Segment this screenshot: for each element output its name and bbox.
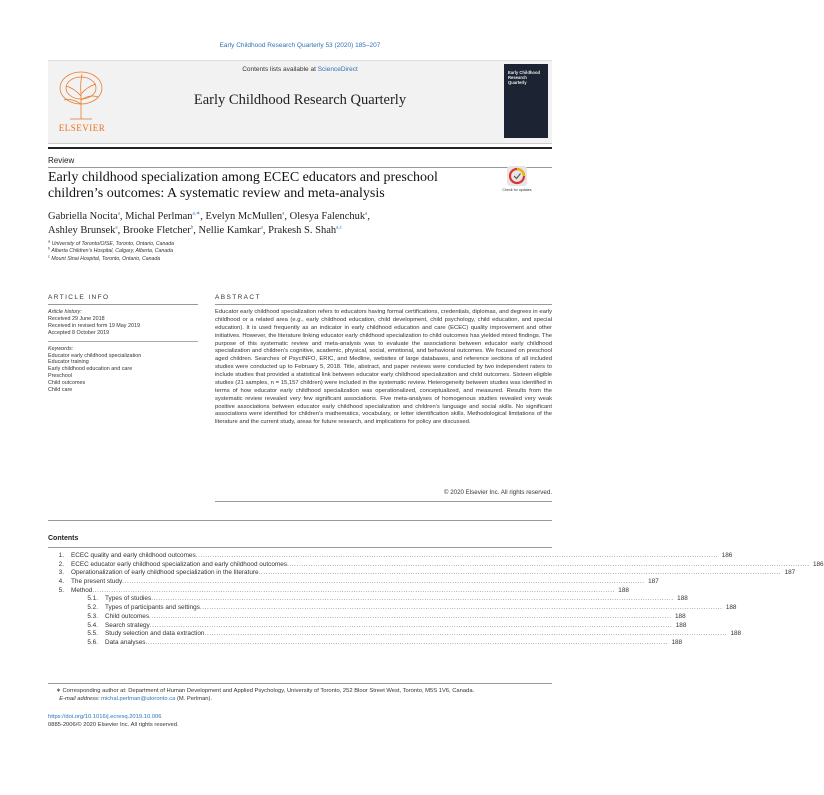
author-sup: a <box>365 211 368 217</box>
footnote-rule <box>48 683 552 684</box>
toc-leader: ............................................................................................................................................................................................................................ <box>122 578 645 586</box>
article-info <box>48 309 198 394</box>
email-label: E-mail address: <box>59 696 100 702</box>
contents-top-rule <box>48 520 552 521</box>
affiliation-text: Mount Sinai Hospital, Toronto, Ontario, Canada <box>51 255 161 262</box>
type-rule <box>48 167 552 168</box>
toc-page: 188 <box>725 604 737 612</box>
toc-label[interactable]: ECEC educator early childhood specialization and early childhood outcomes <box>71 560 287 568</box>
toc-entry[interactable] <box>48 569 796 578</box>
cover-title: Early Childhood Research Quarterly <box>508 70 541 85</box>
keyword: Preschool <box>48 373 72 380</box>
toc-number: 4. <box>58 578 64 586</box>
author[interactable]: Gabriella Nocita <box>48 211 118 222</box>
author[interactable]: Nellie Kamkar <box>198 225 261 236</box>
toc-page: 188 <box>675 612 686 620</box>
author-sup: a <box>260 225 263 231</box>
affiliation-sup: b <box>48 246 51 251</box>
abstract-rule <box>215 304 552 305</box>
toc-page: 187 <box>784 569 796 577</box>
toc-leader: ............................................................................................................................................................................................................................ <box>92 586 615 594</box>
abstract-bottom-rule <box>215 501 552 502</box>
author-sup: a <box>282 211 285 217</box>
toc-page: 188 <box>675 621 687 629</box>
corresponding-author-note: ∗ Corresponding author at: Department of Human Development and Applied Psychology, University of Toronto, 252 Bloor Street West, Toronto, M5S 1V6, Canada. <box>56 688 475 694</box>
keyword: Educator training <box>48 359 89 366</box>
toc-label[interactable]: Types of participants and settings <box>105 604 200 612</box>
toc-number: 5.2. <box>87 604 98 612</box>
table-of-contents <box>48 552 824 648</box>
affiliation <box>48 248 348 255</box>
keywords-label: Keywords: <box>48 345 74 352</box>
toc-leader: ............................................................................................................................................................................................................................ <box>199 604 723 612</box>
abstract-text: Educator early childhood specialization refers to educators having formal certifications, credentials, diplomas, and degrees in early childhood or a related area (e.g., early childhood education, child development, child psychology, child education, and special education). It is used frequently as an indicator in early childhood education and care (ECEC) quality improvement and other initiatives. However, the literature linking educator early childhood specialization to child outcomes has yielded mixed findings. The purpose of this systematic review and meta-analysis was to evaluate the associations between educator early childhood specialization and children’s cognitive, academic, physical, social, emotional, and behavioral outcomes. We focused on preschool aged children. Searches of PsycINFO, ERIC, and Medline, websites of large databases, and reference sections of all included studies were conducted up to February 5, 2018. Title, abstract, and paper reviews were conducted by two independent raters to include studies that provided a statistical link between educator early childhood specialization and child outcomes. Sixteen eligible studies (21 samples, n = 15,157 children) were included in the systematic review. Heterogeneity between studies was identified in terms of how educator early childhood specialization was operationalized, conceptualized, and measured. Results from the systematic review revealed very few significant associations. Five meta-analyses of homogenous studies revealed very weak positive associations between educator early childhood specialization and children’s language and social skills. No significant associations were identified for children’s mathematics, vocabulary, or letter identification skills. Methodological limitations of the literature and the current study, areas for future research, and implications for policy are discussed. <box>215 309 552 426</box>
contents-rule <box>48 547 552 548</box>
keyword: Child care <box>48 387 73 394</box>
elsevier-wordmark: ELSEVIER <box>58 123 106 133</box>
author-sup: a <box>117 211 120 217</box>
toc-number: 5.5. <box>87 630 98 638</box>
elsevier-tree-logo <box>52 64 110 128</box>
author[interactable]: Ashley Brunsek <box>48 225 116 236</box>
author-sup: a <box>115 225 118 231</box>
toc-page: 187 <box>648 578 659 586</box>
journal-cover-thumbnail[interactable] <box>504 64 548 138</box>
toc-page: 188 <box>671 638 683 646</box>
article-type: Review <box>48 156 75 165</box>
toc-label[interactable]: ECEC quality and early childhood outcomes <box>71 552 196 559</box>
toc-number: 5.3. <box>87 612 98 620</box>
affiliation-text: Alberta Children’s Hospital, Calgary, Alberta, Canada <box>51 248 173 255</box>
author[interactable]: Brooke Fletcher <box>122 225 191 236</box>
affiliation <box>48 256 348 263</box>
toc-leader: ............................................................................................................................................................................................................................ <box>149 621 673 629</box>
info-separator <box>48 341 198 342</box>
article-title: Early childhood specialization among ECEC educators and preschool children’s outcomes: A systematic review and meta-analysis <box>48 170 438 201</box>
toc-entry[interactable] <box>48 578 659 587</box>
issn-line: 0885-2006/© 2020 Elsevier Inc. All rights reserved. <box>48 722 179 728</box>
abstract-heading: ABSTRACT <box>215 294 261 301</box>
masthead-rule <box>48 147 552 149</box>
journal-reference[interactable]: Early Childhood Research Quarterly 53 (2020) 185–207 <box>219 42 381 49</box>
received-date: Received 29 June 2018 <box>48 315 105 322</box>
email-suffix: (M. Perlman). <box>175 696 213 702</box>
doi-link[interactable]: https://doi.org/10.1016/j.ecresq.2019.10.006 <box>48 714 162 720</box>
toc-label[interactable]: Child outcomes <box>105 612 150 620</box>
author-list: Gabriella Nocita$^a$, Michal Perlman$^{a,∗}$, Evelyn McMullen$^a$, Olesya Falenchuk$^a$, Ashley Brunsek$^a$, Brooke Fletcher$^b$, Nellie Kamkar$^a$, Prakesh S. Shah$^{a,c}$ <box>48 211 371 236</box>
accepted-date: Accepted 8 October 2019 <box>48 329 110 336</box>
revised-date: Received in revised form 19 May 2019 <box>48 322 140 329</box>
toc-leader: ............................................................................................................................................................................................................................ <box>287 560 810 568</box>
toc-page: 188 <box>618 586 629 594</box>
author-sup: a,c <box>336 225 342 231</box>
toc-leader: ............................................................................................................................................................................................................................ <box>145 638 669 646</box>
toc-label[interactable]: The present study <box>71 578 123 586</box>
toc-label[interactable]: Operationalization of early childhood specialization in the literature <box>71 569 259 577</box>
toc-entry[interactable] <box>48 638 683 648</box>
affiliations <box>48 241 348 263</box>
toc-number: 2. <box>58 560 64 568</box>
author[interactable]: Evelyn McMullen <box>205 211 283 222</box>
author[interactable]: Olesya Falenchuk <box>289 211 366 222</box>
journal-title[interactable]: Early Childhood Research Quarterly <box>193 92 407 108</box>
footnotes <box>56 687 552 703</box>
toc-page: 188 <box>677 595 688 603</box>
sciencedirect-link[interactable]: ScienceDirect <box>317 66 358 73</box>
toc-label[interactable]: Search strategy <box>105 621 150 629</box>
author-sup: a,∗ <box>192 211 201 217</box>
toc-entry[interactable] <box>48 621 687 631</box>
contents-heading: Contents <box>48 535 79 542</box>
toc-page: 186 <box>721 552 733 559</box>
article-info-rule <box>48 304 198 305</box>
toc-label[interactable]: Method <box>71 586 93 594</box>
toc-entry[interactable] <box>48 630 742 639</box>
affiliation-sup: a <box>48 239 51 244</box>
history-label: Article history: <box>48 309 82 315</box>
keyword: Educator early childhood specialization <box>48 352 142 359</box>
badge-label: Check for updates <box>502 188 532 192</box>
check-for-updates-icon <box>504 165 530 187</box>
email-note <box>56 695 552 703</box>
toc-leader: ............................................................................................................................................................................................................................ <box>195 552 719 559</box>
article-info-heading: ARTICLE INFO <box>48 294 110 301</box>
toc-number: 3. <box>58 569 64 577</box>
toc-page: 188 <box>730 630 742 638</box>
toc-label[interactable]: Study selection and data extraction <box>105 630 205 638</box>
affiliation-text: University of Toronto/OISE, Toronto, Ontario, Canada <box>51 241 175 247</box>
toc-label[interactable]: Types of studies <box>105 595 152 603</box>
toc-page: 186 <box>812 560 824 568</box>
toc-number: 1. <box>58 552 64 559</box>
toc-entry[interactable] <box>48 604 737 613</box>
doi-block <box>48 713 552 729</box>
toc-leader: ............................................................................................................................................................................................................................ <box>204 630 728 638</box>
toc-number: 5.4. <box>87 621 98 629</box>
toc-label[interactable]: Data analyses <box>105 638 146 646</box>
toc-number: 5.1. <box>87 595 98 603</box>
toc-leader: ............................................................................................................................................................................................................................ <box>149 612 672 620</box>
toc-entry[interactable] <box>48 612 686 622</box>
toc-entry[interactable] <box>48 595 688 604</box>
author-sup: b <box>190 225 194 231</box>
toc-leader: ............................................................................................................................................................................................................................ <box>258 569 782 577</box>
keyword: Child outcomes <box>48 380 86 387</box>
check-for-updates-badge[interactable] <box>504 165 530 201</box>
affiliation-sup: c <box>48 254 50 259</box>
keyword: Early childhood education and care <box>48 366 133 373</box>
toc-entry[interactable] <box>48 560 824 570</box>
toc-entry[interactable] <box>48 552 733 561</box>
email-link[interactable]: michal.perlman@utoronto.ca <box>101 696 176 702</box>
contents-prefix: Contents lists available at <box>242 66 318 73</box>
abstract-copyright: © 2020 Elsevier Inc. All rights reserved. <box>443 489 552 496</box>
toc-number: 5.6. <box>87 638 98 646</box>
toc-number: 5. <box>58 586 64 594</box>
toc-leader: ............................................................................................................................................................................................................................ <box>151 595 674 603</box>
author[interactable]: Michal Perlman <box>125 211 193 222</box>
toc-entry[interactable] <box>48 586 629 596</box>
author[interactable]: Prakesh S. Shah <box>268 225 337 236</box>
